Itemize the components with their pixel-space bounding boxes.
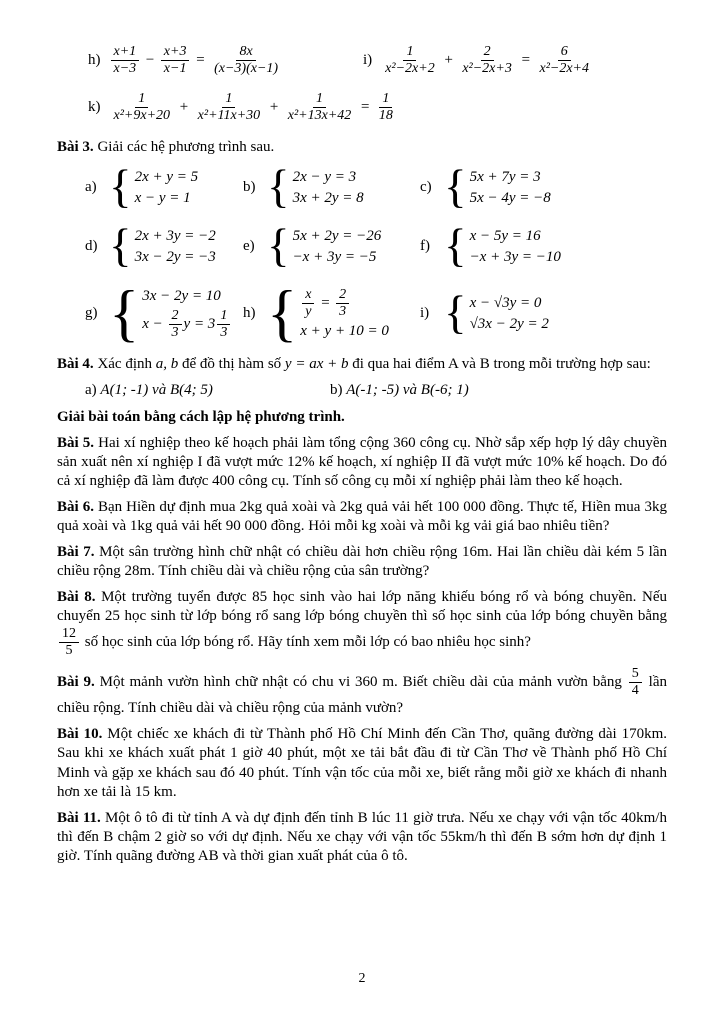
text-run: Một chiếc xe khách đi từ Thành phố Hồ Chí Minh đến Cần Thơ, quãng đường dài 170km. Sau khi xe khách xuất phát 1 giờ 40 phút, một xe tải bắt đầu đi từ Cần Thơ về Thành phố Hồ Chí Minh và gặp xe khách sau đó 40 phút. Tính vận tốc của mỗi xe, biết rằng mỗi giờ xe khách đi nhanh hơn xe tải là 15 km.: [57, 726, 667, 800]
fraction-denominator: 5: [65, 643, 73, 659]
system-g-label: g): [85, 305, 98, 322]
system-b: [243, 161, 420, 214]
problem-bai11: [57, 809, 667, 866]
text-run: y = 3: [183, 315, 216, 332]
fraction: [382, 44, 438, 77]
text-run: +: [175, 99, 193, 116]
fraction: [59, 626, 79, 659]
problem-bai5-label: Bài 5.: [57, 434, 95, 451]
problem-bai6-text: [57, 499, 667, 534]
text-run: √3x − 2y = 2: [469, 315, 549, 332]
text-run: 2x − y = 3: [292, 168, 357, 185]
fraction: [217, 308, 230, 341]
bai4-item-a-label: a): [85, 382, 97, 399]
equation-h-math: [109, 44, 284, 77]
system-line: [470, 293, 542, 314]
system-b-label: b): [243, 179, 256, 196]
text-run: 5x + 7y = 3: [469, 168, 541, 185]
fraction-denominator: 18: [378, 108, 393, 124]
fraction: [111, 44, 140, 77]
bai4-item-a: [85, 381, 330, 400]
equation-h: [88, 44, 363, 77]
fraction-numerator: x+1: [111, 44, 140, 61]
problem-bai7-label: Bài 7.: [57, 543, 95, 560]
system-c-equations: [470, 167, 551, 209]
fraction: [169, 308, 182, 341]
system-line: [293, 247, 377, 268]
text-run: y = ax + b: [284, 356, 349, 373]
system-line: [293, 188, 364, 209]
problem-bai6-label: Bài 6.: [57, 498, 94, 515]
fraction-denominator: x²+13x+42: [287, 108, 352, 124]
problem-bai11-label: Bài 11.: [57, 809, 101, 826]
bai4-text: [94, 356, 651, 372]
system-d: [85, 220, 243, 273]
system-d-equations: [135, 226, 216, 268]
text-run: Bạn Hiền dự định mua 2kg quả xoài và 2kg quả vải hết 100 000 đồng. Thực tế, Hiền mua 3kg quả xoài và 1kg quả vải hết 90 000 đồng. Hỏi mỗi kg xoài và mỗi kg vải giá bao nhiêu tiền?: [57, 498, 667, 534]
system-line: [470, 188, 551, 209]
text-run: x −: [142, 315, 167, 332]
system-i-label: i): [420, 305, 430, 322]
fraction: [302, 287, 314, 320]
text-run: 5x + 2y = −26: [292, 227, 382, 244]
text-run: =: [516, 52, 535, 69]
fraction-numerator: 1: [313, 91, 326, 108]
bai4-item-a-text: A(1; -1) và B(4; 5): [100, 382, 213, 399]
system-a: [85, 161, 243, 214]
system-c: [420, 161, 667, 214]
system-line: [135, 226, 216, 247]
text-run: Hai xí nghiệp theo kế hoạch phải làm tổng cộng 360 công cụ. Nhờ sắp xếp hợp lý dây chuyền sản xuất nên xí nghiệp I đã vượt mức 12% kế hoạch, xí nghiệp II đã vượt mức 10% kế hoạch. Do đó cả xí nghiệp đã làm được 400 công cụ. Tính số công cụ mỗi xí nghiệp phải làm theo kế hoạch.: [57, 434, 667, 489]
system-f-equations: [470, 226, 561, 268]
bai4-items: [85, 381, 667, 400]
fraction-denominator: x−3: [113, 61, 137, 77]
bai3-title-text: Giải các hệ phương trình sau.: [93, 139, 275, 156]
system-h: [243, 278, 420, 349]
problem-bai8-label: Bài 8.: [57, 588, 96, 605]
brace-symbol: {: [444, 161, 467, 214]
page-number: 2: [358, 971, 366, 987]
fraction-numerator: 8x: [236, 44, 255, 61]
brace-symbol: {: [267, 220, 290, 273]
text-run: −x + 3y = −5: [292, 248, 377, 265]
fraction: [195, 91, 263, 124]
fraction-numerator: 1: [217, 308, 230, 325]
text-run: 3x − 2y = 10: [142, 287, 221, 304]
brace-symbol: {: [267, 278, 298, 349]
system-a-equations: [135, 167, 199, 209]
problem-bai8: [57, 588, 667, 659]
text-run: để đồ thị hàm số: [178, 356, 285, 373]
fraction-numerator: 2: [336, 287, 349, 304]
system-line: [470, 314, 549, 335]
equation-k: [88, 91, 398, 124]
system-line: [142, 286, 221, 307]
brace-symbol: {: [109, 278, 140, 349]
fraction: [285, 91, 355, 124]
system-h-equations: [300, 286, 389, 342]
text-run: −: [141, 52, 159, 69]
text-run: Một trường tuyển được 85 học sinh vào hai lớp năng khiếu bóng rổ và bóng chuyền. Nếu chuyển 25 học sinh từ lớp bóng rổ sang lớp bóng chuyền thì số học sinh của lớp bóng chuyền bằng: [57, 588, 667, 624]
fraction: [629, 666, 642, 699]
equation-row-1: [57, 44, 667, 77]
text-run: Một mảnh vườn hình chữ nhật có chu vi 360 m. Biết chiều dài của mảnh vườn bằng: [94, 674, 627, 691]
equation-k-math: [109, 91, 398, 124]
fraction: [211, 44, 281, 77]
equation-i-math: [380, 44, 594, 77]
fraction-numerator: 6: [558, 44, 571, 61]
text-run: 2x + y = 5: [134, 168, 199, 185]
text-run: 3x + 2y = 8: [292, 189, 364, 206]
bai4-label: Bài 4.: [57, 356, 94, 373]
brace-symbol: {: [444, 287, 467, 340]
system-line: [300, 321, 389, 342]
text-run: lần chiều rộng. Tính chiều dài và chiều rộng của mảnh vườn?: [57, 674, 667, 717]
system-line: [293, 226, 382, 247]
brace-symbol: {: [444, 220, 467, 273]
system-b-equations: [293, 167, 364, 209]
problem-bai8-text: [57, 588, 667, 659]
text-run: x − y = 1: [134, 189, 191, 206]
system-line: [135, 247, 216, 268]
text-run: =: [191, 52, 210, 69]
fraction-denominator: 4: [631, 683, 639, 699]
system-line: [300, 286, 351, 321]
problem-bai9-label: Bài 9.: [57, 674, 95, 691]
fraction-denominator: x²+11x+30: [197, 108, 261, 124]
problem-bai5-text: [57, 435, 667, 489]
problem-bai10: [57, 725, 667, 801]
system-line: [142, 307, 232, 342]
problem-bai6: [57, 498, 667, 536]
bai3-title: [57, 138, 667, 157]
systems-grid: [85, 161, 667, 349]
equation-k-label: k): [88, 99, 101, 116]
system-line: [135, 188, 191, 209]
system-line: [135, 167, 199, 188]
fraction-denominator: y: [305, 303, 312, 319]
equation-h-label: h): [88, 52, 101, 69]
fraction-numerator: 1: [403, 44, 416, 61]
fraction-denominator: x²−2x+4: [539, 61, 590, 77]
brace-symbol: {: [267, 161, 290, 214]
text-run: x + y + 10 = 0: [300, 322, 389, 339]
fraction-denominator: 3: [339, 303, 347, 319]
system-c-label: c): [420, 179, 432, 196]
equation-row-2: [57, 91, 667, 124]
text-run: +: [265, 99, 283, 116]
bai3-title-bold: Bài 3.: [57, 139, 94, 156]
problem-bai11-text: [57, 810, 667, 864]
system-e-equations: [293, 226, 382, 268]
bai4-item-b-label: b): [330, 382, 343, 399]
problem-bai9-text: [57, 666, 667, 717]
fraction: [336, 287, 349, 320]
brace-symbol: {: [109, 220, 132, 273]
section-heading: Giải bài toán bằng cách lập hệ phương trình.: [57, 408, 345, 425]
problem-bai7-text: [57, 544, 667, 579]
fraction-numerator: x: [302, 287, 314, 304]
fraction: [536, 44, 592, 77]
bai4-item-b-text: A(-1; -5) và B(-6; 1): [346, 382, 469, 399]
fraction: [161, 44, 190, 77]
text-run: 3x − 2y = −3: [134, 248, 216, 265]
fraction-numerator: 1: [135, 91, 148, 108]
fraction-denominator: x−1: [163, 61, 187, 77]
fraction-denominator: (x−3)(x−1): [214, 61, 279, 77]
system-f: [420, 220, 667, 273]
system-f-label: f): [420, 238, 430, 255]
fraction-denominator: 3: [220, 324, 228, 340]
problem-bai9: [57, 666, 667, 718]
equation-i-label: i): [363, 52, 373, 69]
problem-bai7: [57, 543, 667, 581]
system-line: [470, 226, 541, 247]
fraction-numerator: 1: [222, 91, 235, 108]
brace-symbol: {: [109, 161, 132, 214]
equation-i: [363, 44, 594, 77]
system-e-label: e): [243, 238, 255, 255]
fraction-denominator: x²−2x+3: [462, 61, 512, 77]
fraction-numerator: x+3: [161, 44, 190, 61]
text-run: 5x − 4y = −8: [469, 189, 551, 206]
text-run: +: [439, 52, 458, 69]
system-d-label: d): [85, 238, 98, 255]
problem-bai10-label: Bài 10.: [57, 726, 103, 743]
fraction-numerator: 2: [481, 44, 494, 61]
bai4-paragraph: [57, 355, 667, 374]
fraction: [376, 91, 396, 124]
bai4-item-b: [330, 381, 469, 400]
text-run: a, b: [155, 356, 179, 373]
text-run: đi qua hai điểm A và B trong mỗi trường hợp sau:: [348, 356, 651, 373]
text-run: =: [356, 99, 374, 116]
text-run: =: [316, 294, 335, 311]
fraction-numerator: 5: [629, 666, 642, 683]
system-g-equations: [142, 286, 232, 342]
system-line: [470, 167, 541, 188]
fraction-denominator: x²+9x+20: [113, 108, 171, 124]
fraction-numerator: 1: [379, 91, 392, 108]
system-i: [420, 287, 667, 340]
system-a-label: a): [85, 179, 97, 196]
system-h-label: h): [243, 305, 256, 322]
text-run: Một ô tô đi từ tỉnh A và dự định đến tỉnh B lúc 11 giờ trưa. Nếu xe chạy với vận tốc 40km/h thì đến B chậm 2 giờ so với dự định. Nếu xe chạy với vận tốc 55km/h thì đến B sớm hơn dự định 1 giờ. Tính quãng đường AB và thời gian xuất phát của ô tô.: [57, 809, 667, 864]
text-run: x − √3y = 0: [469, 294, 542, 311]
system-i-equations: [470, 293, 549, 335]
problem-bai5: [57, 434, 667, 491]
text-run: 2x + 3y = −2: [134, 227, 216, 244]
fraction: [459, 44, 515, 77]
fraction-denominator: x²−2x+2: [385, 61, 435, 77]
fraction-numerator: 12: [59, 626, 79, 643]
system-e: [243, 220, 420, 273]
problem-bai10-text: [57, 726, 667, 799]
system-line: [470, 247, 561, 268]
system-g: [85, 278, 243, 349]
text-run: số học sinh của lớp bóng rổ. Hãy tính xem mỗi lớp có bao nhiêu học sinh?: [81, 634, 531, 651]
fraction: [111, 91, 174, 124]
system-line: [293, 167, 357, 188]
fraction-denominator: 3: [171, 324, 179, 340]
text-run: x − 5y = 16: [469, 227, 541, 244]
text-run: Một sân trường hình chữ nhật có chiều dài hơn chiều rộng 16m. Hai lần chiều dài kém 5 lần chiều rộng 28m. Tính chiều dài và chiều rộng của sân trường?: [57, 543, 667, 579]
text-run: −x + 3y = −10: [469, 248, 561, 265]
text-run: Xác định: [93, 356, 156, 373]
fraction-numerator: 2: [169, 308, 182, 325]
